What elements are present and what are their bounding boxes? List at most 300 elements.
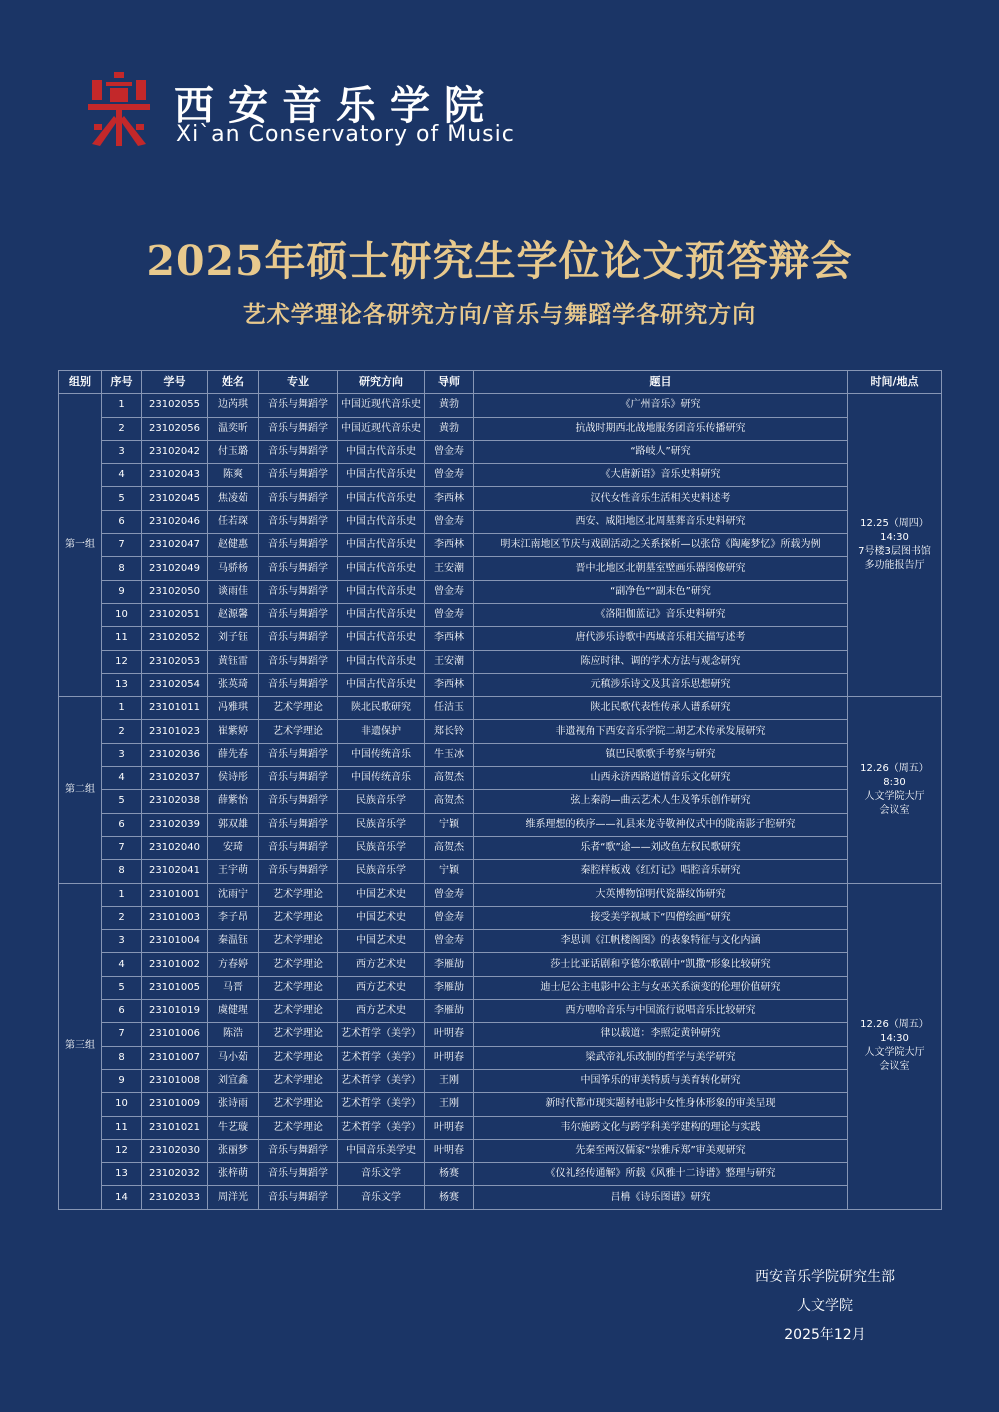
advisor-cell: 黄勃: [425, 394, 474, 417]
table-row: [59, 883, 942, 906]
school-name-cn: 西安音乐学院: [174, 82, 498, 129]
major-cell: 音乐与舞蹈学: [259, 557, 338, 580]
advisor-cell: 李西林: [425, 487, 474, 510]
advisor-cell: 黄勃: [425, 417, 474, 440]
topic-cell: 陈应时律、调的学术方法与观念研究: [474, 650, 848, 673]
name-cell: 薛紫怡: [208, 790, 259, 813]
table-row: [59, 1139, 942, 1162]
advisor-cell: 李雁劼: [425, 953, 474, 976]
time-place-line: 12.26（周五）: [860, 1019, 929, 1031]
topic-cell: 迪士尼公主电影中公主与女巫关系演变的伦理价值研究: [474, 976, 848, 999]
table-row: [59, 906, 942, 929]
table-row: [59, 580, 942, 603]
name-cell: 王宇萌: [208, 860, 259, 883]
major-cell: 音乐与舞蹈学: [259, 673, 338, 696]
major-cell: 艺术学理论: [259, 953, 338, 976]
topic-cell: 元稹涉乐诗文及其音乐思想研究: [474, 673, 848, 696]
major-cell: 艺术学理论: [259, 1116, 338, 1139]
time-place-line: 会议室: [879, 1061, 910, 1073]
topic-cell: 先秦至两汉儒家“崇雅斥郑”审美观研究: [474, 1139, 848, 1162]
header-cell: 组别: [59, 371, 102, 394]
table-row: [59, 1023, 942, 1046]
advisor-cell: 曾金寿: [425, 464, 474, 487]
page-title: 2025年硕士研究生学位论文预答辩会: [146, 237, 853, 285]
name-cell: 马小茹: [208, 1046, 259, 1069]
advisor-cell: 杨赛: [425, 1186, 474, 1209]
table-row: [59, 1093, 942, 1116]
major-cell: 艺术学理论: [259, 1046, 338, 1069]
student-id-cell: 23102046: [142, 510, 208, 533]
topic-cell: “副净色”“副末色”研究: [474, 580, 848, 603]
student-id-cell: 23102047: [142, 534, 208, 557]
direction-cell: 中国近现代音乐史: [338, 417, 425, 440]
issue-date: 2025年12月: [784, 1327, 866, 1343]
direction-cell: 中国古代音乐史: [338, 510, 425, 533]
schedule-table: [58, 370, 942, 1210]
student-id-cell: 23101001: [142, 883, 208, 906]
group-cell: 第三组: [59, 883, 102, 1209]
advisor-cell: 高贺杰: [425, 836, 474, 859]
group-cell: 第一组: [59, 394, 102, 697]
seq-cell: 5: [102, 976, 142, 999]
time-place-line: 12.26（周五）: [860, 762, 929, 774]
name-cell: 黄钰雷: [208, 650, 259, 673]
time-place-line: 14:30: [880, 1033, 909, 1045]
student-id-cell: 23101005: [142, 976, 208, 999]
direction-cell: 中国古代音乐史: [338, 650, 425, 673]
student-id-cell: 23102036: [142, 743, 208, 766]
table-header: [59, 371, 942, 394]
seq-cell: 1: [102, 394, 142, 417]
header-cell: 专业: [259, 371, 338, 394]
name-cell: 张诗雨: [208, 1093, 259, 1116]
table-row: [59, 1116, 942, 1139]
advisor-cell: 杨赛: [425, 1163, 474, 1186]
advisor-cell: 曾金寿: [425, 440, 474, 463]
table-row: [59, 1046, 942, 1069]
topic-cell: 莎士比亚话剧和亨德尔歌剧中“凯撒”形象比较研究: [474, 953, 848, 976]
advisor-cell: 宁颖: [425, 860, 474, 883]
name-cell: 沈雨宁: [208, 883, 259, 906]
table-row: [59, 790, 942, 813]
student-id-cell: 23102030: [142, 1139, 208, 1162]
header-cell: 导师: [425, 371, 474, 394]
major-cell: 音乐与舞蹈学: [259, 836, 338, 859]
topic-cell: 唐代涉乐诗歌中西域音乐相关描写述考: [474, 627, 848, 650]
topic-cell: 汉代女性音乐生活相关史料述考: [474, 487, 848, 510]
student-id-cell: 23101009: [142, 1093, 208, 1116]
name-cell: 焦凌茹: [208, 487, 259, 510]
direction-cell: 民族音乐学: [338, 836, 425, 859]
direction-cell: 中国艺术史: [338, 883, 425, 906]
topic-cell: 新时代都市现实题材电影中女性身体形象的审美呈现: [474, 1093, 848, 1116]
seq-cell: 6: [102, 813, 142, 836]
advisor-cell: 叶明春: [425, 1116, 474, 1139]
direction-cell: 中国古代音乐史: [338, 627, 425, 650]
direction-cell: 音乐文学: [338, 1163, 425, 1186]
table-row: [59, 603, 942, 626]
advisor-cell: 李西林: [425, 627, 474, 650]
student-id-cell: 23102038: [142, 790, 208, 813]
major-cell: 音乐与舞蹈学: [259, 580, 338, 603]
time-place-line: 人文学院大厅: [864, 1047, 925, 1059]
seq-cell: 14: [102, 1186, 142, 1209]
major-cell: 音乐与舞蹈学: [259, 1139, 338, 1162]
table-row: [59, 976, 942, 999]
issuer-department: 西安音乐学院研究生部: [755, 1269, 895, 1285]
table-row: [59, 1069, 942, 1092]
advisor-cell: 曾金寿: [425, 580, 474, 603]
seq-cell: 6: [102, 1000, 142, 1023]
direction-cell: 中国古代音乐史: [338, 580, 425, 603]
table-row: [59, 743, 942, 766]
topic-cell: 晋中北地区北朝墓室壁画乐器图像研究: [474, 557, 848, 580]
name-cell: 刘子钰: [208, 627, 259, 650]
major-cell: 音乐与舞蹈学: [259, 813, 338, 836]
seq-cell: 3: [102, 930, 142, 953]
table-row: [59, 510, 942, 533]
direction-cell: 艺术哲学（美学）: [338, 1069, 425, 1092]
topic-cell: 《洛阳伽蓝记》音乐史料研究: [474, 603, 848, 626]
advisor-cell: 李雁劼: [425, 1000, 474, 1023]
name-cell: 马晋: [208, 976, 259, 999]
table-row: [59, 650, 942, 673]
major-cell: 音乐与舞蹈学: [259, 417, 338, 440]
student-id-cell: 23102033: [142, 1186, 208, 1209]
major-cell: 音乐与舞蹈学: [259, 650, 338, 673]
topic-cell: 西方嘻哈音乐与中国流行说唱音乐比较研究: [474, 1000, 848, 1023]
major-cell: 音乐与舞蹈学: [259, 534, 338, 557]
seq-cell: 9: [102, 580, 142, 603]
time-place-cell: [848, 697, 942, 883]
student-id-cell: 23102040: [142, 836, 208, 859]
topic-cell: 弦上秦韵—曲云艺术人生及筝乐创作研究: [474, 790, 848, 813]
topic-cell: 律以载道：李照定黄钟研究: [474, 1023, 848, 1046]
topic-cell: 吕柟《诗乐图谱》研究: [474, 1186, 848, 1209]
topic-cell: 乐者“歌”途——刘改鱼左权民歌研究: [474, 836, 848, 859]
name-cell: 任若琛: [208, 510, 259, 533]
topic-cell: 非遗视角下西安音乐学院二胡艺术传承发展研究: [474, 720, 848, 743]
direction-cell: 中国古代音乐史: [338, 464, 425, 487]
major-cell: 音乐与舞蹈学: [259, 487, 338, 510]
school-name-en: Xi`an Conservatory of Music: [176, 122, 515, 147]
table-row: [59, 930, 942, 953]
name-cell: 秦温钰: [208, 930, 259, 953]
name-cell: 张梓萌: [208, 1163, 259, 1186]
student-id-cell: 23101004: [142, 930, 208, 953]
time-place-line: 7号楼3层图书馆: [858, 546, 931, 558]
major-cell: 艺术学理论: [259, 976, 338, 999]
advisor-cell: 李西林: [425, 673, 474, 696]
issuer-block: [715, 1263, 935, 1350]
advisor-cell: 高贺杰: [425, 767, 474, 790]
student-id-cell: 23102053: [142, 650, 208, 673]
topic-cell: 中国筝乐的审美特质与美育转化研究: [474, 1069, 848, 1092]
table-row: [59, 673, 942, 696]
student-id-cell: 23101023: [142, 720, 208, 743]
major-cell: 艺术学理论: [259, 930, 338, 953]
table-row: [59, 953, 942, 976]
table-row: [59, 440, 942, 463]
advisor-cell: 王刚: [425, 1069, 474, 1092]
direction-cell: 中国传统音乐: [338, 767, 425, 790]
school-logo: [88, 72, 515, 152]
topic-cell: 秦腔样板戏《红灯记》唱腔音乐研究: [474, 860, 848, 883]
seq-cell: 7: [102, 836, 142, 859]
table-row: [59, 487, 942, 510]
direction-cell: 西方艺术史: [338, 976, 425, 999]
advisor-cell: 曾金寿: [425, 510, 474, 533]
direction-cell: 中国音乐美学史: [338, 1139, 425, 1162]
major-cell: 艺术学理论: [259, 906, 338, 929]
advisor-cell: 李雁劼: [425, 976, 474, 999]
advisor-cell: 曾金寿: [425, 930, 474, 953]
topic-cell: 西安、咸阳地区北周墓葬音乐史料研究: [474, 510, 848, 533]
topic-cell: 维系理想的秩序——礼县来龙寺敬神仪式中的陇南影子腔研究: [474, 813, 848, 836]
major-cell: 音乐与舞蹈学: [259, 1163, 338, 1186]
major-cell: 音乐与舞蹈学: [259, 743, 338, 766]
seq-cell: 11: [102, 1116, 142, 1139]
table-row: [59, 1163, 942, 1186]
time-place-line: 14:30: [880, 532, 909, 544]
name-cell: 边芮琪: [208, 394, 259, 417]
advisor-cell: 王安潮: [425, 557, 474, 580]
time-place-cell: [848, 394, 942, 697]
name-cell: 马骄杨: [208, 557, 259, 580]
student-id-cell: 23101021: [142, 1116, 208, 1139]
major-cell: 音乐与舞蹈学: [259, 394, 338, 417]
seq-cell: 1: [102, 697, 142, 720]
major-cell: 音乐与舞蹈学: [259, 627, 338, 650]
topic-cell: 大英博物馆明代瓷器纹饰研究: [474, 883, 848, 906]
student-id-cell: 23102051: [142, 603, 208, 626]
advisor-cell: 宁颖: [425, 813, 474, 836]
seq-cell: 10: [102, 603, 142, 626]
student-id-cell: 23102043: [142, 464, 208, 487]
name-cell: 陈浩: [208, 1023, 259, 1046]
major-cell: 音乐与舞蹈学: [259, 790, 338, 813]
seq-cell: 8: [102, 860, 142, 883]
direction-cell: 中国艺术史: [338, 906, 425, 929]
major-cell: 音乐与舞蹈学: [259, 603, 338, 626]
student-id-cell: 23102039: [142, 813, 208, 836]
direction-cell: 民族音乐学: [338, 790, 425, 813]
name-cell: 方春婷: [208, 953, 259, 976]
table-row: [59, 1000, 942, 1023]
table-row: [59, 836, 942, 859]
seq-cell: 11: [102, 627, 142, 650]
name-cell: 张丽梦: [208, 1139, 259, 1162]
table-row: [59, 767, 942, 790]
table-row: [59, 697, 942, 720]
advisor-cell: 郑长铃: [425, 720, 474, 743]
direction-cell: 西方艺术史: [338, 1000, 425, 1023]
seq-cell: 1: [102, 883, 142, 906]
name-cell: 张英琦: [208, 673, 259, 696]
table-row: [59, 557, 942, 580]
topic-cell: 李思训《江帆楼阁图》的表象特征与文化内涵: [474, 930, 848, 953]
major-cell: 艺术学理论: [259, 1069, 338, 1092]
seal-mark-icon: [88, 72, 150, 146]
seq-cell: 4: [102, 767, 142, 790]
seq-cell: 7: [102, 1023, 142, 1046]
time-place-line: 人文学院大厅: [864, 790, 925, 802]
direction-cell: 艺术哲学（美学）: [338, 1093, 425, 1116]
major-cell: 艺术学理论: [259, 720, 338, 743]
name-cell: 牛艺璇: [208, 1116, 259, 1139]
seq-cell: 9: [102, 1069, 142, 1092]
direction-cell: 民族音乐学: [338, 860, 425, 883]
table-body: [59, 394, 942, 1209]
time-place-line: 会议室: [879, 804, 910, 816]
table-row: [59, 534, 942, 557]
direction-cell: 中国古代音乐史: [338, 603, 425, 626]
header-row: [59, 371, 942, 394]
name-cell: 李子昂: [208, 906, 259, 929]
header-cell: 研究方向: [338, 371, 425, 394]
name-cell: 崔紫婷: [208, 720, 259, 743]
name-cell: 薛先春: [208, 743, 259, 766]
direction-cell: 艺术哲学（美学）: [338, 1046, 425, 1069]
name-cell: 冯雅琪: [208, 697, 259, 720]
student-id-cell: 23102037: [142, 767, 208, 790]
major-cell: 艺术学理论: [259, 883, 338, 906]
advisor-cell: 曾金寿: [425, 603, 474, 626]
name-cell: 温奕昕: [208, 417, 259, 440]
advisor-cell: 叶明春: [425, 1023, 474, 1046]
seq-cell: 12: [102, 650, 142, 673]
time-place-cell: [848, 883, 942, 1209]
advisor-cell: 曾金寿: [425, 883, 474, 906]
direction-cell: 中国古代音乐史: [338, 534, 425, 557]
header-cell: 学号: [142, 371, 208, 394]
student-id-cell: 23102055: [142, 394, 208, 417]
advisor-cell: 高贺杰: [425, 790, 474, 813]
time-place-line: 12.25（周四）: [860, 518, 929, 530]
direction-cell: 中国近现代音乐史: [338, 394, 425, 417]
table-row: [59, 813, 942, 836]
topic-cell: 抗战时期西北战地服务团音乐传播研究: [474, 417, 848, 440]
seq-cell: 7: [102, 534, 142, 557]
major-cell: 艺术学理论: [259, 1000, 338, 1023]
table-row: [59, 720, 942, 743]
header-cell: 时间/地点: [848, 371, 942, 394]
major-cell: 音乐与舞蹈学: [259, 1186, 338, 1209]
topic-cell: 明末江南地区节庆与戏剧活动之关系探析—以张岱《陶庵梦忆》所载为例: [474, 534, 848, 557]
table-row: [59, 464, 942, 487]
major-cell: 音乐与舞蹈学: [259, 860, 338, 883]
major-cell: 音乐与舞蹈学: [259, 510, 338, 533]
topic-cell: 《大唐新语》音乐史料研究: [474, 464, 848, 487]
advisor-cell: 李西林: [425, 534, 474, 557]
seq-cell: 5: [102, 487, 142, 510]
name-cell: 赵源馨: [208, 603, 259, 626]
time-place-line: 多功能报告厅: [864, 560, 925, 572]
name-cell: 郭双雄: [208, 813, 259, 836]
student-id-cell: 23102041: [142, 860, 208, 883]
table-row: [59, 1186, 942, 1209]
direction-cell: 西方艺术史: [338, 953, 425, 976]
direction-cell: 艺术哲学（美学）: [338, 1116, 425, 1139]
student-id-cell: 23101003: [142, 906, 208, 929]
major-cell: 音乐与舞蹈学: [259, 440, 338, 463]
seq-cell: 8: [102, 1046, 142, 1069]
seq-cell: 2: [102, 720, 142, 743]
name-cell: 刘宜鑫: [208, 1069, 259, 1092]
direction-cell: 中国艺术史: [338, 930, 425, 953]
student-id-cell: 23102032: [142, 1163, 208, 1186]
direction-cell: 中国古代音乐史: [338, 557, 425, 580]
student-id-cell: 23102052: [142, 627, 208, 650]
name-cell: 谈雨佳: [208, 580, 259, 603]
major-cell: 艺术学理论: [259, 1023, 338, 1046]
seq-cell: 13: [102, 1163, 142, 1186]
topic-cell: 山西永济西路道情音乐文化研究: [474, 767, 848, 790]
advisor-cell: 王安潮: [425, 650, 474, 673]
student-id-cell: 23102050: [142, 580, 208, 603]
name-cell: 周洋光: [208, 1186, 259, 1209]
seq-cell: 5: [102, 790, 142, 813]
student-id-cell: 23102056: [142, 417, 208, 440]
page-subtitle: 艺术学理论各研究方向/音乐与舞蹈学各研究方向: [242, 302, 757, 328]
name-cell: 赵健惠: [208, 534, 259, 557]
topic-cell: 韦尔施跨文化与跨学科美学建构的理论与实践: [474, 1116, 848, 1139]
seq-cell: 12: [102, 1139, 142, 1162]
student-id-cell: 23101007: [142, 1046, 208, 1069]
seq-cell: 4: [102, 953, 142, 976]
seq-cell: 2: [102, 417, 142, 440]
direction-cell: 音乐文学: [338, 1186, 425, 1209]
student-id-cell: 23101008: [142, 1069, 208, 1092]
seq-cell: 4: [102, 464, 142, 487]
name-cell: 虞健瑆: [208, 1000, 259, 1023]
name-cell: 付玉璐: [208, 440, 259, 463]
advisor-cell: 曾金寿: [425, 906, 474, 929]
seq-cell: 8: [102, 557, 142, 580]
time-place-line: 8:30: [883, 776, 906, 788]
major-cell: 音乐与舞蹈学: [259, 767, 338, 790]
student-id-cell: 23102042: [142, 440, 208, 463]
table-row: [59, 394, 942, 417]
major-cell: 艺术学理论: [259, 697, 338, 720]
advisor-cell: 叶明春: [425, 1139, 474, 1162]
direction-cell: 中国古代音乐史: [338, 673, 425, 696]
topic-cell: 镇巴民歌歌手考察与研究: [474, 743, 848, 766]
student-id-cell: 23102049: [142, 557, 208, 580]
advisor-cell: 任洁玉: [425, 697, 474, 720]
seq-cell: 10: [102, 1093, 142, 1116]
advisor-cell: 王刚: [425, 1093, 474, 1116]
direction-cell: 民族音乐学: [338, 813, 425, 836]
student-id-cell: 23101011: [142, 697, 208, 720]
seq-cell: 2: [102, 906, 142, 929]
student-id-cell: 23102045: [142, 487, 208, 510]
direction-cell: 艺术哲学（美学）: [338, 1023, 425, 1046]
major-cell: 音乐与舞蹈学: [259, 464, 338, 487]
direction-cell: 中国古代音乐史: [338, 440, 425, 463]
direction-cell: 中国传统音乐: [338, 743, 425, 766]
advisor-cell: 牛玉冰: [425, 743, 474, 766]
student-id-cell: 23101019: [142, 1000, 208, 1023]
topic-cell: 梁武帝礼乐改制的哲学与美学研究: [474, 1046, 848, 1069]
seq-cell: 3: [102, 440, 142, 463]
student-id-cell: 23101002: [142, 953, 208, 976]
student-id-cell: 23102054: [142, 673, 208, 696]
direction-cell: 陕北民歌研究: [338, 697, 425, 720]
table-row: [59, 627, 942, 650]
major-cell: 艺术学理论: [259, 1093, 338, 1116]
header-cell: 题目: [474, 371, 848, 394]
